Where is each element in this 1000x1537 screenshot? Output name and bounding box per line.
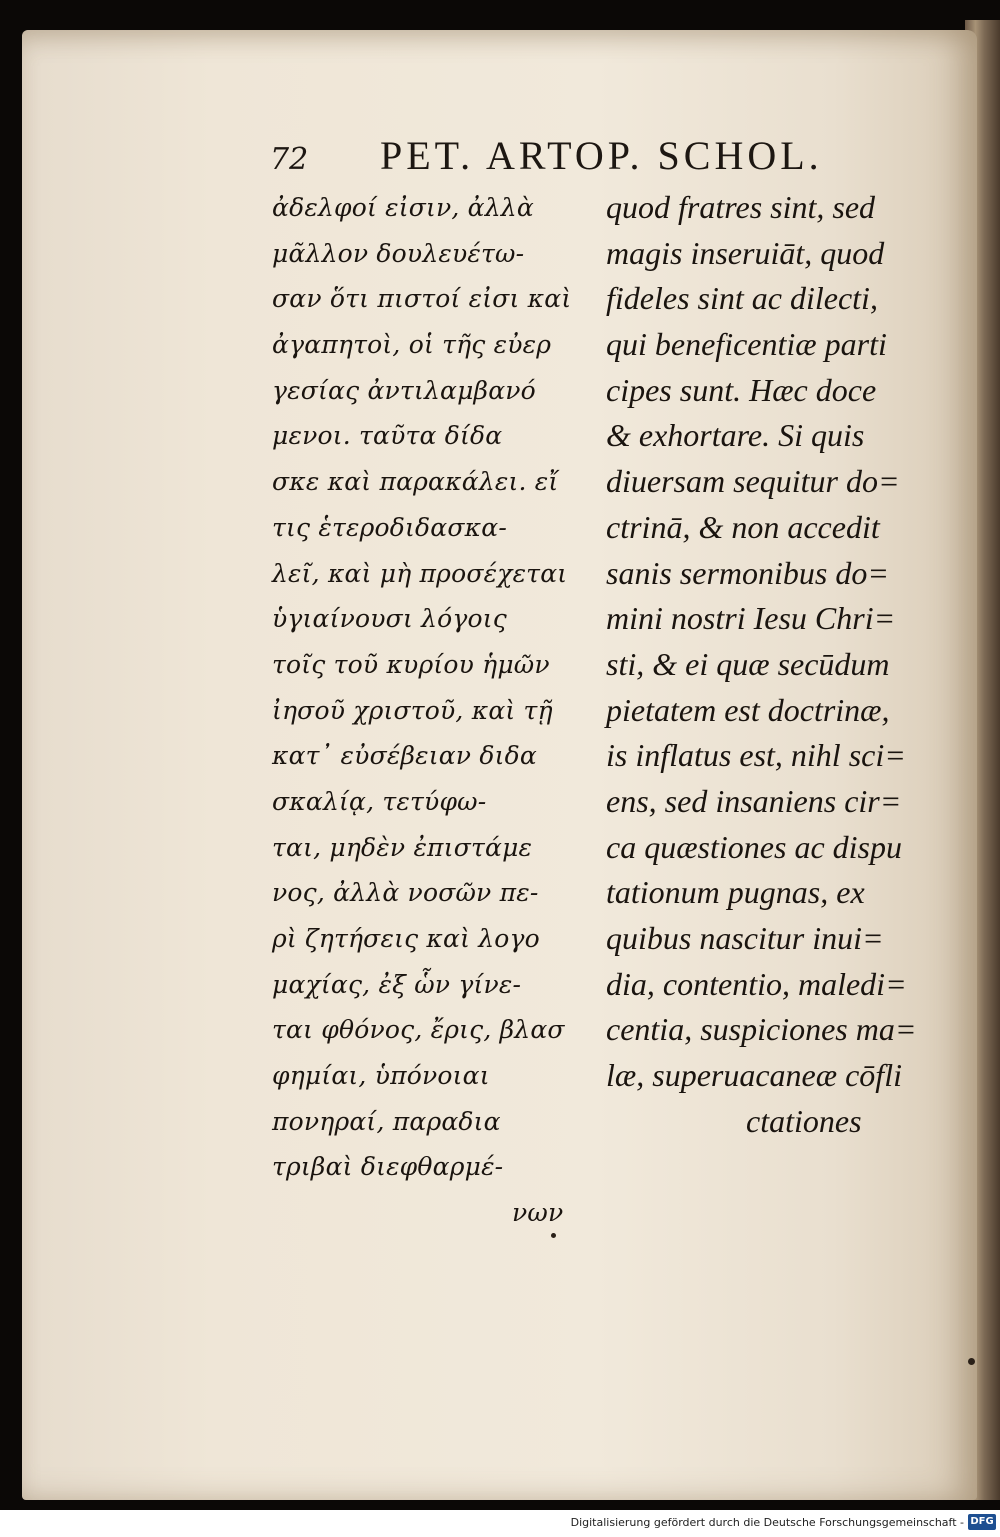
latin-line: quibus nascitur inui= bbox=[606, 920, 884, 956]
latin-line: ca quæstiones ac dispu bbox=[606, 828, 902, 865]
funding-credit: Digitalisierung gefördert durch die Deutsche Forschungsgemeinschaft - bbox=[570, 1516, 964, 1529]
latin-text-column bbox=[606, 185, 917, 1144]
latin-line: mini nostri Iesu Chri= bbox=[606, 600, 896, 637]
latin-line: dia, contentio, maledi= bbox=[606, 965, 907, 1002]
latin-catchword: ctationes bbox=[746, 1102, 862, 1139]
latin-line: sti, & ei quæ secūdum bbox=[606, 645, 890, 682]
latin-line: is inflatus est, nihl sci= bbox=[606, 737, 906, 774]
latin-line: læ, superuacaneæ cōfli bbox=[606, 1057, 902, 1094]
greek-line: μαχίας, ἐξ ὧν γίνε- bbox=[272, 969, 522, 999]
latin-line: ens, sed insaniens cir= bbox=[606, 782, 902, 819]
greek-line: γεσίας ἀντιλαμβανό bbox=[272, 375, 536, 405]
latin-line: & exhortare. Si quis bbox=[606, 417, 865, 454]
greek-line: μᾶλλον δουλευέτω- bbox=[272, 238, 525, 268]
greek-line: λεῖ, καὶ μὴ προσέχεται bbox=[272, 558, 568, 588]
greek-line: σαν ὅτι πιστοί εἰσι καὶ bbox=[272, 284, 572, 314]
greek-line: τοῖς τοῦ κυρίου ἡμῶν bbox=[272, 649, 550, 679]
dfg-logo: DFG bbox=[968, 1514, 996, 1530]
greek-line: πονηραί, παραδια bbox=[272, 1106, 501, 1136]
latin-line: quod fratres sint, sed bbox=[606, 189, 876, 225]
digitization-footer bbox=[0, 1510, 1000, 1537]
greek-line: σκαλίᾳ, τετύφω- bbox=[272, 786, 487, 816]
latin-line: fideles sint ac dilecti, bbox=[606, 280, 878, 317]
greek-line: ἀγαπητοὶ, οἱ τῆς εὐερ bbox=[272, 330, 552, 360]
latin-line: centia, suspiciones ma= bbox=[606, 1011, 917, 1048]
greek-line: κατ᾽ εὐσέβειαν διδα bbox=[272, 741, 537, 771]
latin-line: ctrinā, & non accedit bbox=[606, 508, 880, 545]
greek-line: σκε καὶ παρακάλει. εἴ bbox=[272, 467, 559, 497]
greek-catchword: νων bbox=[512, 1198, 564, 1228]
greek-line: ρὶ ζητήσεις καὶ λογο bbox=[272, 924, 540, 953]
greek-line: ται, μηδὲν ἐπιστάμε bbox=[272, 832, 533, 862]
greek-line: ὑγιαίνουσι λόγοις bbox=[272, 604, 507, 634]
greek-text-column bbox=[272, 185, 577, 1236]
greek-line: ἰησοῦ χριστοῦ, καὶ τῇ bbox=[272, 695, 553, 725]
latin-line: tationum pugnas, ex bbox=[606, 874, 865, 911]
greek-line: ἀδελφοί εἰσιν, ἀλλὰ bbox=[272, 193, 534, 222]
latin-line: qui beneficentiæ parti bbox=[606, 326, 887, 363]
latin-line: sanis sermonibus do= bbox=[606, 554, 889, 591]
greek-line: ται φθόνος, ἔρις, βλασ bbox=[272, 1015, 565, 1045]
latin-line: diuersam sequitur do= bbox=[606, 463, 900, 500]
greek-line: τις ἑτεροδιδασκα- bbox=[272, 512, 507, 542]
greek-line: μενοι. ταῦτα δίδα bbox=[272, 421, 503, 451]
page-number: 72 bbox=[270, 142, 309, 177]
page-header bbox=[270, 130, 840, 180]
greek-line: τριβαὶ διεφθαρμέ- bbox=[272, 1152, 504, 1182]
latin-line: pietatem est doctrinæ, bbox=[606, 691, 890, 728]
ink-speck bbox=[551, 1233, 556, 1238]
greek-line: νος, ἀλλὰ νοσῶν πε- bbox=[272, 878, 539, 908]
running-head: PET. ARTOP. SCHOL. bbox=[380, 133, 823, 178]
ink-speck bbox=[968, 1358, 975, 1365]
latin-line: cipes sunt. Hæc doce bbox=[606, 371, 877, 408]
greek-line: φημίαι, ὑπόνοιαι bbox=[272, 1061, 490, 1091]
latin-line: magis inseruiāt, quod bbox=[606, 234, 885, 271]
